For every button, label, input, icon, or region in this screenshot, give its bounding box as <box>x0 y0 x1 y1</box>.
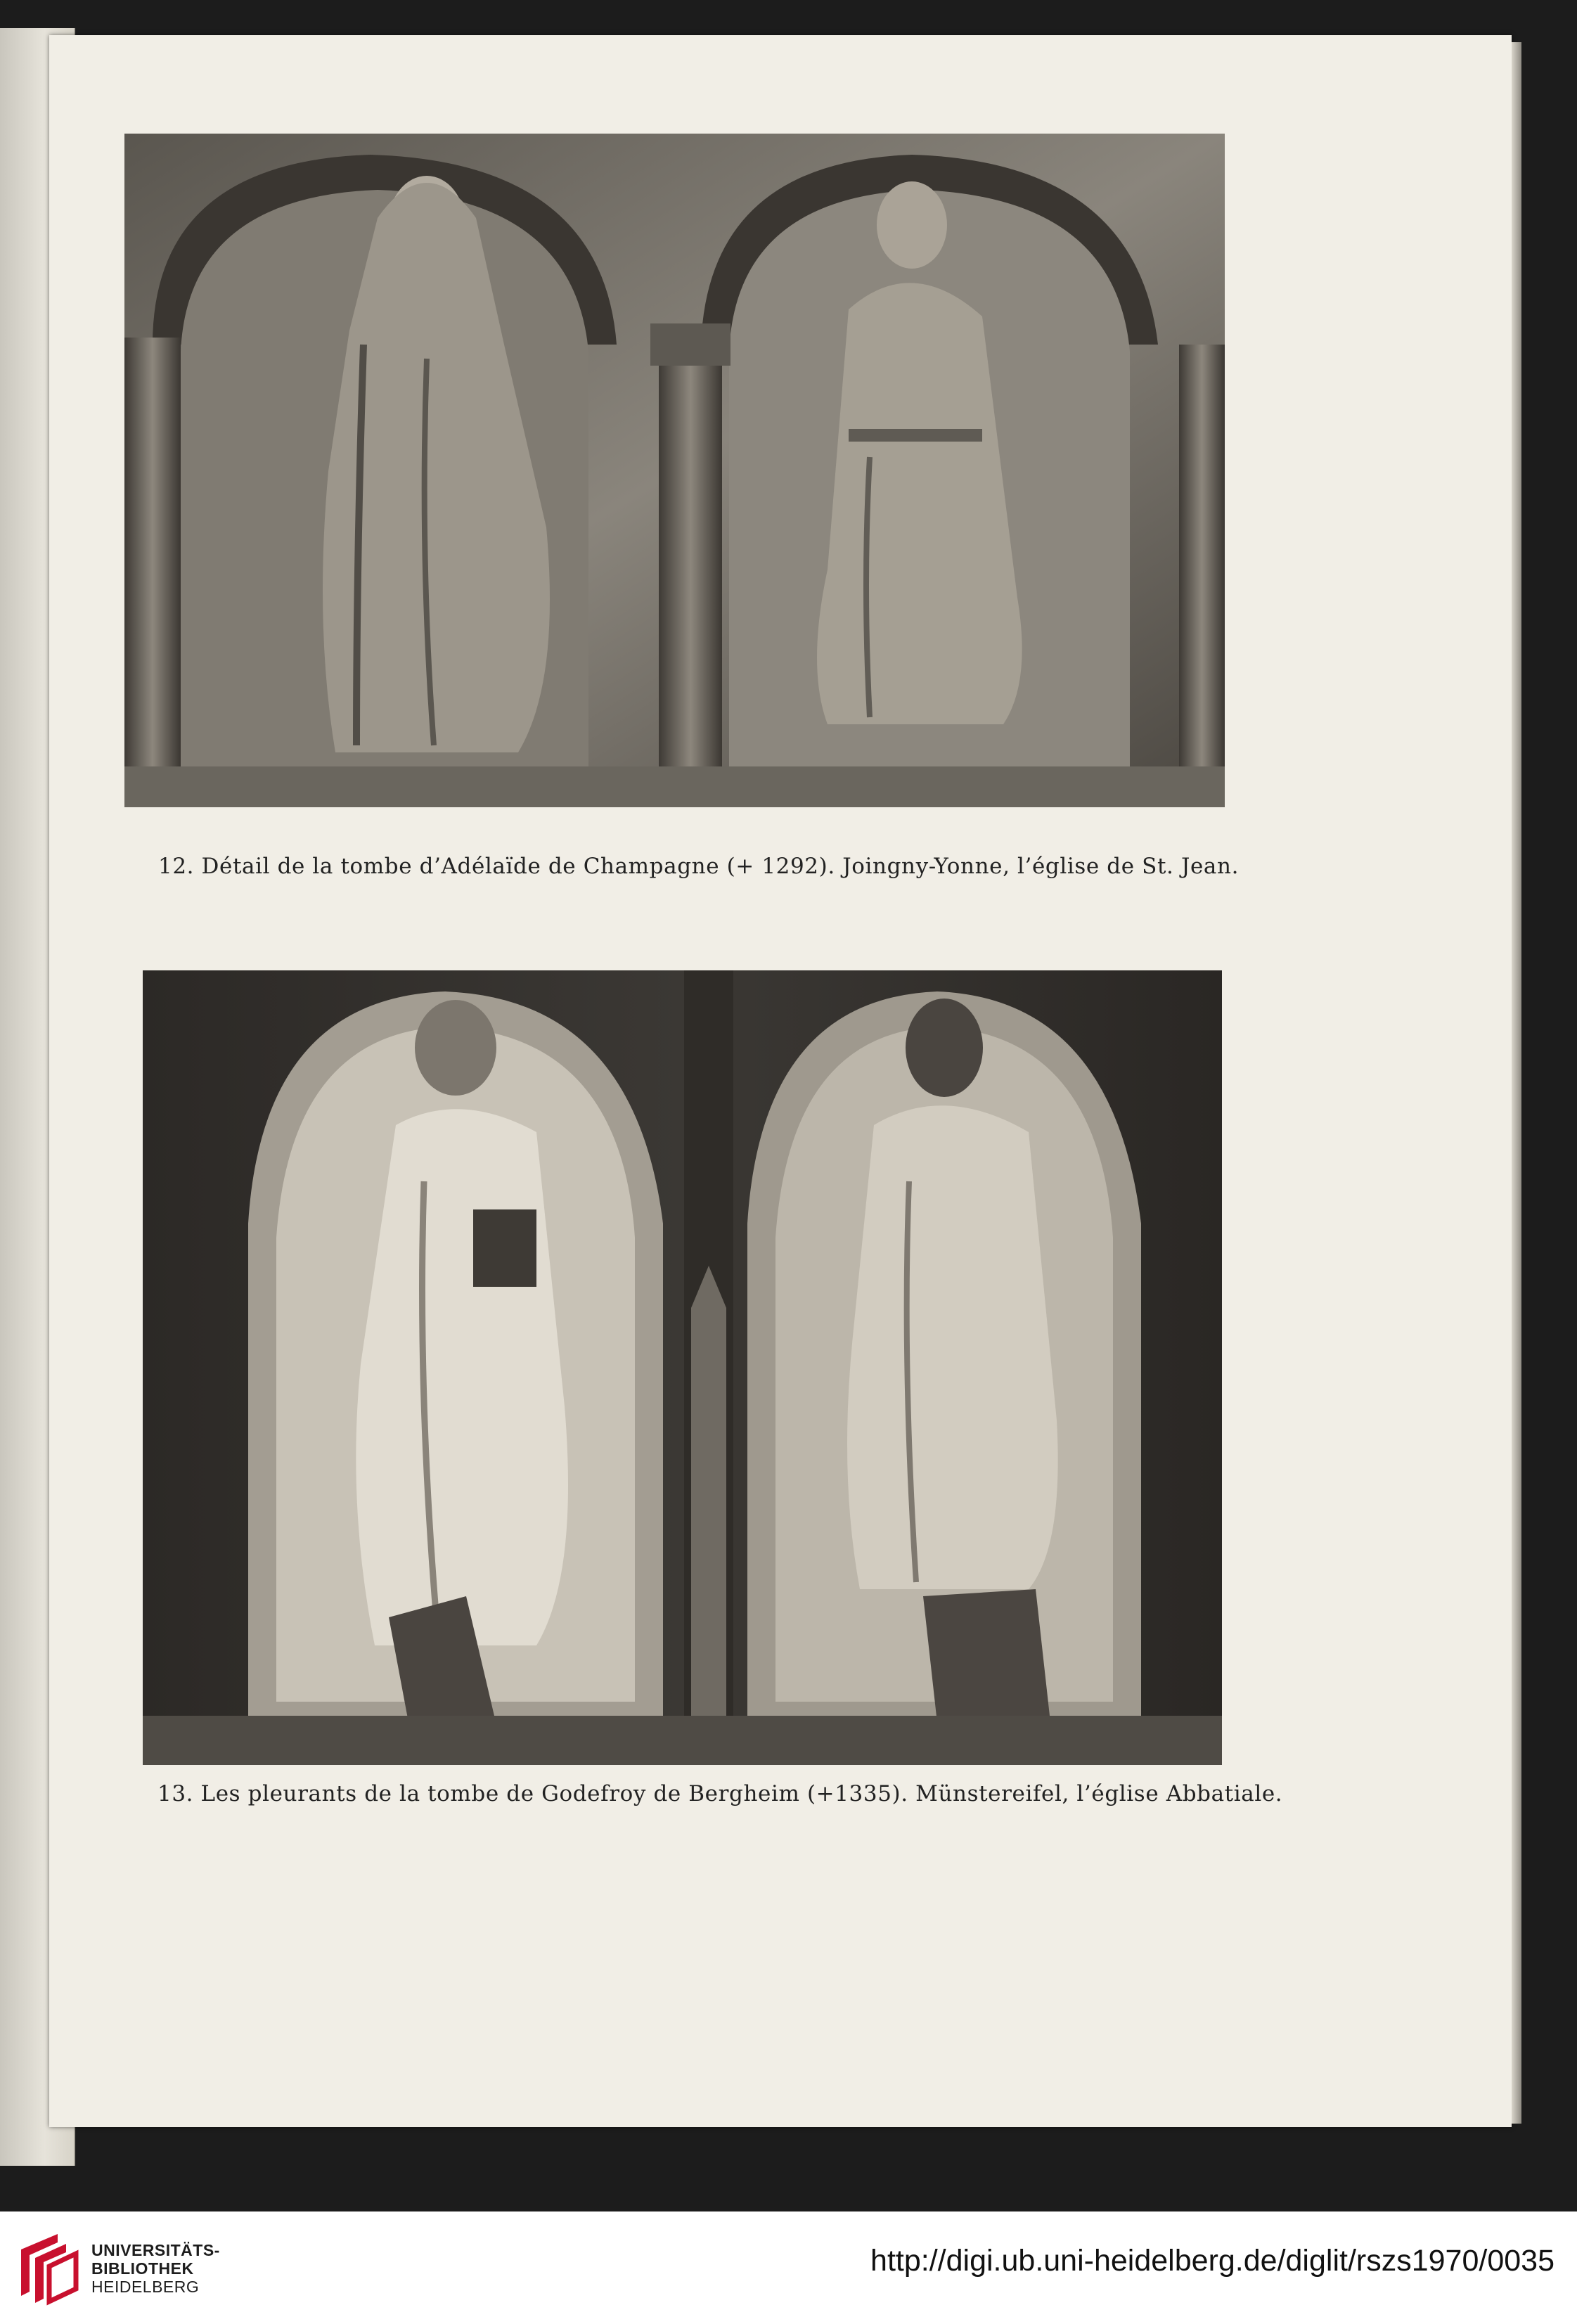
figure-13-photo <box>143 970 1222 1765</box>
page-edge-shadow <box>1512 42 1521 2124</box>
logo-line-3: HEIDELBERG <box>91 2278 200 2296</box>
permalink-url[interactable]: http://digi.ub.uni-heidelberg.de/diglit/rszs1970/0035 <box>870 2244 1555 2278</box>
figure-13-caption: 13. Les pleurants de la tombe de Godefroy de Bergheim (+1335). Münstereifel, l’église Abbatiale. <box>157 1781 1283 1806</box>
university-library-name <box>91 2241 220 2296</box>
logo-line-2: BIBLIOTHEK <box>91 2259 194 2278</box>
university-library-logo-icon[interactable] <box>15 2228 79 2306</box>
figure-12-caption: 12. Détail de la tombe d’Adélaïde de Champagne (+ 1292). Joingny-Yonne, l’église de St. Jean. <box>158 854 1240 879</box>
footer-bar <box>0 2211 1577 2324</box>
figure-12-photo <box>124 134 1225 807</box>
logo-line-1: UNIVERSITÄTS- <box>91 2241 220 2259</box>
